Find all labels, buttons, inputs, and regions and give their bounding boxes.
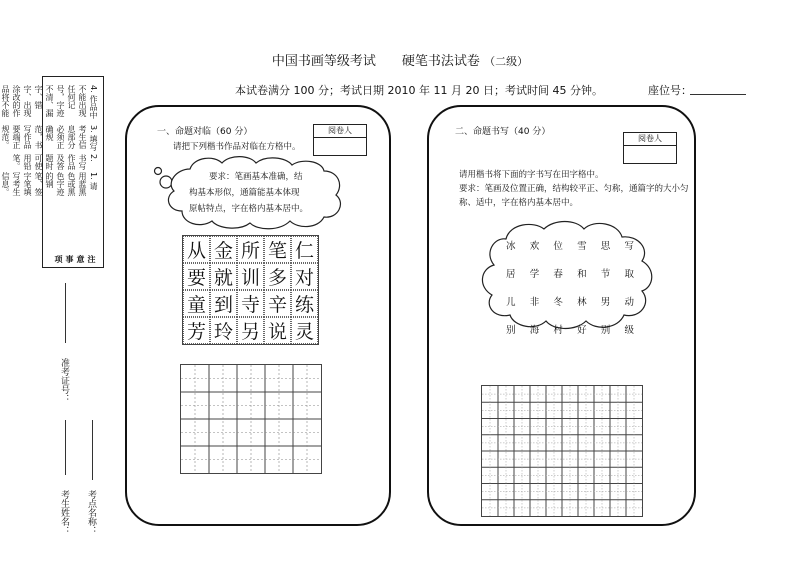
- sample-char: 要: [183, 263, 210, 290]
- right-scorer-label: 阅卷人: [624, 133, 676, 146]
- left-requirement-line-1: 要求：笔画基本准确，结: [209, 172, 303, 182]
- practice-char: 好: [577, 325, 587, 336]
- sample-char: 对: [291, 263, 318, 290]
- site-name-label: 考点名称：: [86, 490, 96, 535]
- sample-char: 笔: [264, 236, 291, 263]
- site-name-field[interactable]: [92, 420, 93, 480]
- paper-title: 硬笔书法试卷: [401, 54, 480, 69]
- sample-char: 就: [210, 263, 237, 290]
- sample-char: 练: [291, 290, 318, 317]
- sample-char: 芳: [183, 317, 210, 344]
- notes-item-4: 4. 作品中不能出现任何记号，字迹不清、漏字、错字、出现涂改的作品将不能: [1, 85, 98, 120]
- practice-characters: [506, 238, 634, 336]
- practice-char: 欢: [529, 241, 540, 252]
- right-requirement-line-1: 要求：笔画及位置正确，结构较平正、匀称，通篇字的大小匀: [459, 184, 689, 194]
- practice-char: 位: [553, 241, 563, 252]
- practice-char: 林: [577, 297, 587, 308]
- paper-level: （二级）: [484, 55, 529, 68]
- practice-char: 男: [600, 297, 611, 308]
- left-section-title: 一、命题对临（60 分）: [157, 127, 253, 137]
- right-section-title: 二、命题书写（40 分）: [455, 127, 551, 137]
- left-panel: [125, 105, 391, 526]
- left-requirement-line-2: 构基本形似，通篇能基本体现: [189, 188, 300, 198]
- notes-item-3: 3. 填写考生信息部分必须正确规范，书写作品要端正规范。: [1, 125, 98, 152]
- notes-item-1: 1. 请用蓝黑色或黑色字迹的钢笔、签字笔填写考生信息。: [1, 172, 98, 197]
- practice-char: 海: [529, 325, 540, 336]
- left-scorer-box[interactable]: [313, 124, 367, 156]
- left-requirement-line-3: 原帖特点，字在格内基本居中。: [189, 204, 309, 214]
- practice-char: 学: [529, 269, 540, 280]
- notes-box: [1, 76, 104, 268]
- sample-character-grid: [182, 235, 319, 345]
- practice-char: 取: [624, 269, 634, 280]
- char-row: [506, 294, 634, 308]
- exam-info: 本试卷满分 100 分；考试日期 2010 年 11 月 20 日；考试时间 45 分钟。: [235, 84, 603, 97]
- sample-char: 灵: [291, 317, 318, 344]
- seat-number-field[interactable]: [690, 94, 746, 95]
- seat-label: 座位号：: [648, 84, 692, 97]
- practice-char: 非: [529, 297, 540, 308]
- sample-char: 童: [183, 290, 210, 317]
- practice-char: 节: [600, 269, 611, 280]
- right-requirement: [459, 182, 691, 210]
- practice-char: 冬: [553, 297, 563, 308]
- practice-char: 动: [624, 297, 634, 308]
- ticket-number-field[interactable]: [65, 283, 66, 343]
- sample-char: 说: [264, 317, 291, 344]
- sample-char: 训: [237, 263, 264, 290]
- practice-char: 雪: [577, 241, 587, 252]
- sample-char: 到: [210, 290, 237, 317]
- right-writing-grid[interactable]: [481, 385, 643, 517]
- sample-char: 所: [237, 236, 264, 263]
- practice-char: 春: [553, 269, 563, 280]
- exam-title-line: [0, 50, 800, 69]
- practice-char: 居: [506, 269, 516, 280]
- left-scorer-label: 阅卷人: [314, 125, 366, 138]
- practice-char: 儿: [506, 297, 516, 308]
- exam-title: 中国书画等级考试: [271, 54, 376, 69]
- practice-char: 冰: [506, 241, 516, 252]
- practice-char: 写: [624, 241, 634, 252]
- left-instruction: 请把下列楷书作品对临在方格中。: [173, 142, 301, 152]
- right-scorer-box[interactable]: [623, 132, 677, 164]
- practice-char: 和: [577, 269, 587, 280]
- sample-char: 金: [210, 236, 237, 263]
- sample-char: 从: [183, 236, 210, 263]
- sample-char: 仁: [291, 236, 318, 263]
- candidate-name-label: 考生姓名：: [59, 490, 69, 535]
- ticket-number-field-2[interactable]: [65, 420, 66, 475]
- sample-char: 辛: [264, 290, 291, 317]
- char-row: [506, 266, 634, 280]
- left-writing-grid[interactable]: [180, 364, 322, 474]
- sample-char: 另: [237, 317, 264, 344]
- notes-heading: 注意事项: [54, 255, 96, 263]
- right-instruction: 请用楷书将下面的字书写在田字格中。: [459, 170, 604, 180]
- right-panel: [427, 105, 696, 526]
- practice-char: 别: [506, 325, 516, 336]
- sample-char: 寺: [237, 290, 264, 317]
- ticket-number-label: 准考证号：: [59, 358, 69, 403]
- char-row: [506, 238, 634, 252]
- practice-char: 思: [600, 241, 611, 252]
- practice-char: 级: [624, 325, 634, 336]
- practice-char: 别: [600, 325, 611, 336]
- practice-char: 村: [553, 325, 563, 336]
- sample-char: 玲: [210, 317, 237, 344]
- right-requirement-line-2: 称、适中，字在格内基本居中。: [459, 198, 579, 208]
- notes-item-2: 2. 书写作品及答题时可使用铅笔。: [12, 154, 98, 171]
- char-row: [506, 322, 634, 336]
- left-requirement: [189, 169, 308, 217]
- sample-char: 多: [264, 263, 291, 290]
